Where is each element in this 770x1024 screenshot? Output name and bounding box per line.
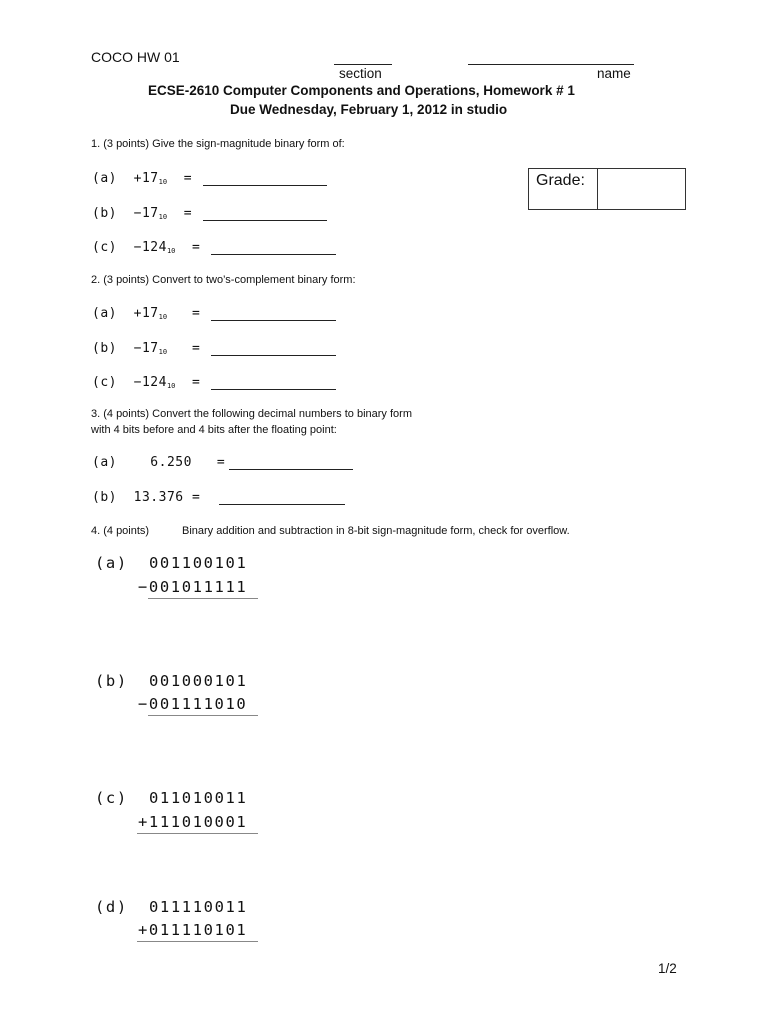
q2-item-a <box>92 306 200 321</box>
item-tag: (b) <box>92 490 117 505</box>
item-expr: −17 <box>133 341 159 356</box>
q4-a-result-line <box>148 598 258 599</box>
q4-b-top-operand: 001000101 <box>149 672 248 690</box>
grade-divider <box>597 169 598 209</box>
item-base: 10 <box>158 213 168 221</box>
q4-d-top-operand: 011110011 <box>149 898 248 916</box>
q4-c-tag: (c) <box>95 789 128 807</box>
q2-item-b <box>92 341 200 356</box>
q1-a-answer-line <box>203 185 327 186</box>
item-expr: −124 <box>133 375 167 390</box>
q1-c-answer-line <box>211 254 336 255</box>
page-title: ECSE-2610 Computer Components and Operations, Homework # 1 <box>148 83 575 98</box>
item-eq: = <box>192 306 201 321</box>
grade-label: Grade: <box>536 172 585 189</box>
item-tag: (a) <box>92 455 117 470</box>
q1-item-b <box>92 206 192 221</box>
q4-d-tag: (d) <box>95 898 128 916</box>
item-expr: +17 <box>133 306 159 321</box>
q3-b-answer-line <box>219 504 345 505</box>
q3-prompt-line1: 3. (4 points) Convert the following decimal numbers to binary form <box>91 408 412 420</box>
q1-item-a <box>92 171 192 186</box>
q4-c-result-line <box>137 833 258 834</box>
q3-a-answer-line <box>229 469 353 470</box>
q4-c-bottom-operand: +111010001 <box>138 813 248 831</box>
q2-c-answer-line <box>211 389 336 390</box>
q1-item-c <box>92 240 200 255</box>
item-base: 10 <box>158 313 168 321</box>
item-eq: = <box>191 490 201 505</box>
q4-prompt-number: 4. (4 points) <box>91 525 150 537</box>
section-label: section <box>339 66 382 81</box>
q3-item-b <box>92 490 200 505</box>
q1-prompt: 1. (3 points) Give the sign-magnitude binary form of: <box>91 138 345 150</box>
item-base: 10 <box>158 178 168 186</box>
q4-c-top-operand: 011010011 <box>149 789 248 807</box>
section-blank <box>334 64 392 65</box>
item-base: 10 <box>166 247 176 255</box>
q2-b-answer-line <box>211 355 336 356</box>
grade-box <box>528 168 686 210</box>
q4-prompt-text: Binary addition and subtraction in 8-bit sign-magnitude form, check for overflow. <box>182 525 570 537</box>
q4-b-tag: (b) <box>95 672 128 690</box>
q2-prompt: 2. (3 points) Convert to two’s-complement binary form: <box>91 274 356 286</box>
q4-b-bottom-operand: −001111010 <box>138 695 248 713</box>
q4-d-result-line <box>137 941 258 942</box>
item-eq: = <box>192 375 201 390</box>
item-base: 10 <box>166 382 176 390</box>
item-expr: −124 <box>133 240 167 255</box>
q4-a-bottom-operand: −001011111 <box>138 578 248 596</box>
q1-b-answer-line <box>203 220 327 221</box>
q4-d-bottom-operand: +011110101 <box>138 921 248 939</box>
q2-a-answer-line <box>211 320 336 321</box>
due-date: Due Wednesday, February 1, 2012 in studio <box>230 102 508 117</box>
item-expr: 13.376 <box>133 490 184 505</box>
q4-a-top-operand: 001100101 <box>149 554 248 572</box>
item-eq: = <box>192 341 201 356</box>
item-tag: (c) <box>92 375 117 390</box>
item-expr: −17 <box>133 206 159 221</box>
item-tag: (b) <box>92 341 117 356</box>
item-eq: = <box>216 455 226 470</box>
item-expr: +17 <box>133 171 159 186</box>
course-tag: COCO HW 01 <box>91 49 180 65</box>
item-tag: (a) <box>92 306 117 321</box>
q2-item-c <box>92 375 200 390</box>
item-expr: 6.250 <box>150 455 192 470</box>
item-base: 10 <box>158 348 168 356</box>
item-eq: = <box>192 240 201 255</box>
q3-item-a <box>92 455 225 470</box>
item-eq: = <box>183 171 193 186</box>
item-tag: (c) <box>92 240 117 255</box>
item-tag: (b) <box>92 206 117 221</box>
item-tag: (a) <box>92 171 117 186</box>
q3-prompt-line2: with 4 bits before and 4 bits after the floating point: <box>91 424 337 436</box>
page-number: 1/2 <box>658 961 677 976</box>
q4-a-tag: (a) <box>95 554 128 572</box>
item-eq: = <box>183 206 193 221</box>
q4-b-result-line <box>148 715 258 716</box>
name-blank <box>468 64 634 65</box>
name-label: name <box>597 66 631 81</box>
